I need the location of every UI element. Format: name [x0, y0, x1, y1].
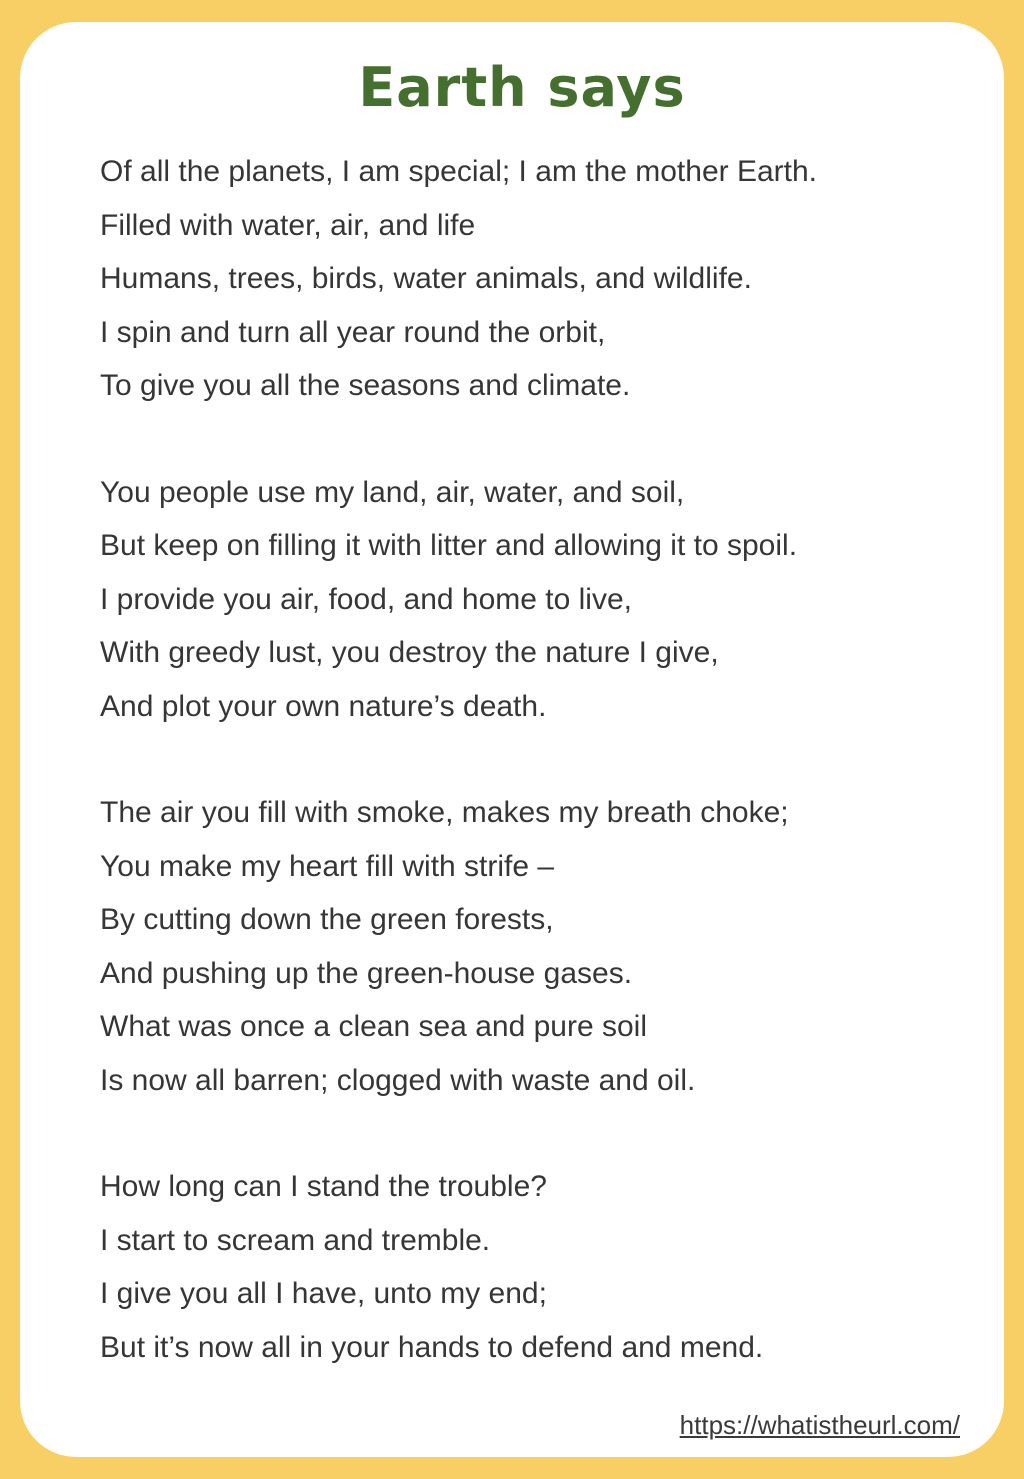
poem-line: To give you all the seasons and climate. — [100, 369, 631, 402]
poem-line: I give you all I have, unto my end; — [100, 1277, 547, 1310]
poem-line: And pushing up the green-house gases. — [100, 956, 633, 990]
poem-line: Of all the planets, I am special; I am the mother Earth. — [100, 155, 817, 188]
poem-line: By cutting down the green forests, — [100, 903, 554, 936]
poem-line: How long can I stand the trouble? — [100, 1170, 547, 1203]
poem-line: Humans, trees, birds, water animals, and wildlife. — [100, 262, 752, 295]
poem-line: But it’s now all in your hands to defend and mend. — [100, 1330, 764, 1364]
footer-link[interactable]: https://whatistheurl.com/ — [679, 1410, 960, 1440]
poem-line: You people use my land, air, water, and soil, — [100, 475, 685, 509]
poem-line: Is now all barren; clogged with waste and oil. — [100, 1063, 696, 1097]
poem-line: The air you fill with smoke, makes my breath choke; — [100, 796, 789, 829]
poem-line: Filled with water, air, and life — [100, 208, 476, 242]
stanza-1 — [100, 145, 944, 413]
poem-card — [20, 22, 1004, 1457]
stanza-3 — [100, 786, 944, 1107]
poem-line: I start to scream and tremble. — [100, 1223, 491, 1257]
footer — [680, 1410, 960, 1441]
poem-line: You make my heart fill with strife – — [100, 849, 555, 883]
poem-line: I spin and turn all year round the orbit, — [100, 315, 606, 349]
poem-line: But keep on filling it with litter and allowing it to spoil. — [100, 529, 798, 562]
page-title: Earth says — [358, 56, 686, 119]
poem-line: What was once a clean sea and pure soil — [100, 1010, 647, 1043]
poem-line: And plot your own nature’s death. — [100, 689, 547, 723]
stanza-2 — [100, 466, 944, 734]
poem — [100, 145, 944, 1374]
poem-line: With greedy lust, you destroy the nature I give, — [100, 636, 719, 669]
stanza-4 — [100, 1160, 944, 1374]
poem-line: I provide you air, food, and home to live, — [100, 582, 632, 616]
